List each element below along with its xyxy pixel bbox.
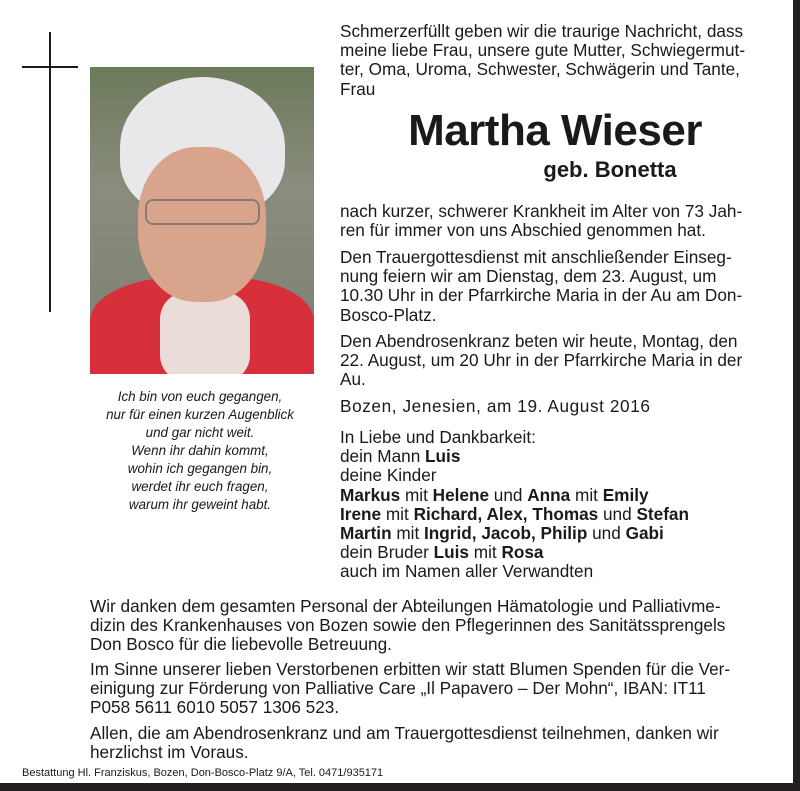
maiden-name: geb. Bonetta <box>543 157 677 182</box>
family-line <box>340 543 689 562</box>
text-line: Wir danken dem gesamten Personal der Abteilungen Hämatologie und Palliativme- <box>90 596 721 616</box>
funeral-text <box>340 248 782 325</box>
text-line: einigung zur Förderung von Palliative Care „Il Papavero – Der Mohn“, IBAN: IT11 <box>90 678 706 699</box>
text: mit <box>400 484 433 505</box>
text: und <box>587 523 626 544</box>
family-line <box>340 505 689 524</box>
family-list <box>340 428 689 582</box>
text-line: Don Bosco für die liebevolle Betreuung. <box>90 634 392 655</box>
text-line: herzlichst im Voraus. <box>90 742 249 763</box>
name: Martin <box>340 523 392 544</box>
text-line: nung feiern wir am Dienstag, dem 23. August, um <box>340 266 717 287</box>
name: Markus <box>340 484 401 505</box>
name: Luis <box>433 542 469 563</box>
text-line: ter, Oma, Uroma, Schwester, Schwägerin und Tante, <box>340 59 740 80</box>
cross-icon-bar <box>22 66 78 68</box>
donation-text <box>90 660 782 718</box>
portrait-photo <box>90 67 314 374</box>
place-date: Bozen, Jenesien, am 19. August 2016 <box>340 396 651 416</box>
name: Anna <box>527 484 571 505</box>
name: Richard, Alex, Thomas <box>413 503 599 524</box>
text-line: Allen, die am Abendrosenkranz und am Trauergottesdienst teilnehmen, danken wir <box>90 723 719 743</box>
text-line: P058 5611 6010 5057 1306 523. <box>90 697 340 718</box>
name: Ingrid, Jacob, Philip <box>424 523 588 544</box>
cross-icon <box>49 32 51 312</box>
text-line: 22. August, um 20 Uhr in der Pfarrkirche Maria in der <box>340 350 743 371</box>
text-line: Frau <box>340 78 376 99</box>
poem-line: nur für einen kurzen Augenblick <box>106 407 294 422</box>
deceased-name: Martha Wieser <box>408 106 702 155</box>
text-line: Den Trauergottesdienst mit anschließender Einseg- <box>340 247 732 267</box>
closing-text <box>90 724 782 762</box>
text: dein Bruder <box>340 542 434 563</box>
text: mit <box>468 542 502 563</box>
text-line: dizin des Krankenhauses von Bozen sowie den Pflegerinnen des Sanitätssprengels <box>90 615 726 636</box>
text-line: 10.30 Uhr in der Pfarrkirche Maria in der Au am Don- <box>340 285 743 306</box>
text: und <box>598 503 637 524</box>
text-line: meine liebe Frau, unsere gute Mutter, Schwiegermut- <box>340 40 746 61</box>
text: dein Mann <box>340 446 426 467</box>
text-line: ren für immer von uns Abschied genommen hat. <box>340 220 706 241</box>
text-line: Den Abendrosenkranz beten wir heute, Montag, den <box>340 331 738 351</box>
poem-line: Ich bin von euch gegangen, <box>117 389 283 404</box>
rosary-text <box>340 332 782 390</box>
name: Stefan <box>636 503 689 524</box>
name: Emily <box>602 484 649 505</box>
name: Luis <box>425 446 461 467</box>
text: und <box>489 484 528 505</box>
text-line: Bosco-Platz. <box>340 304 437 325</box>
family-line <box>340 447 689 466</box>
text: mit <box>570 484 603 505</box>
family-line: deine Kinder <box>340 465 437 486</box>
name: Helene <box>432 484 490 505</box>
text: mit <box>381 503 414 524</box>
family-line <box>340 486 689 505</box>
text-line: Schmerzerfüllt geben wir die traurige Nachricht, dass <box>340 21 744 41</box>
poem-line: Wenn ihr dahin kommt, <box>131 443 269 458</box>
text-line: nach kurzer, schwerer Krankheit im Alter von 73 Jah- <box>340 201 743 221</box>
family-line <box>340 524 689 543</box>
name: Gabi <box>625 523 664 544</box>
death-text <box>340 202 782 240</box>
name: Rosa <box>501 542 544 563</box>
text-line: Au. <box>340 369 366 390</box>
poem-line: werdet ihr euch fragen, <box>131 479 269 494</box>
text: mit <box>391 523 425 544</box>
poem-line: warum ihr geweint habt. <box>128 497 272 512</box>
intro-text <box>340 22 782 99</box>
family-line: auch im Namen aller Verwandten <box>340 561 594 582</box>
name: Irene <box>340 503 382 524</box>
poem-line: wohin ich gegangen bin, <box>127 461 273 476</box>
family-line: In Liebe und Dankbarkeit: <box>340 427 536 447</box>
text-line: Im Sinne unserer lieben Verstorbenen erbitten wir statt Blumen Spenden für die Ver- <box>90 659 731 679</box>
poem-line: und gar nicht weit. <box>145 425 255 440</box>
thanks-text <box>90 597 782 655</box>
funeral-home-footer: Bestattung Hl. Franziskus, Bozen, Don-Bosco-Platz 9/A, Tel. 0471/935171 <box>22 767 384 779</box>
poem <box>100 388 300 514</box>
